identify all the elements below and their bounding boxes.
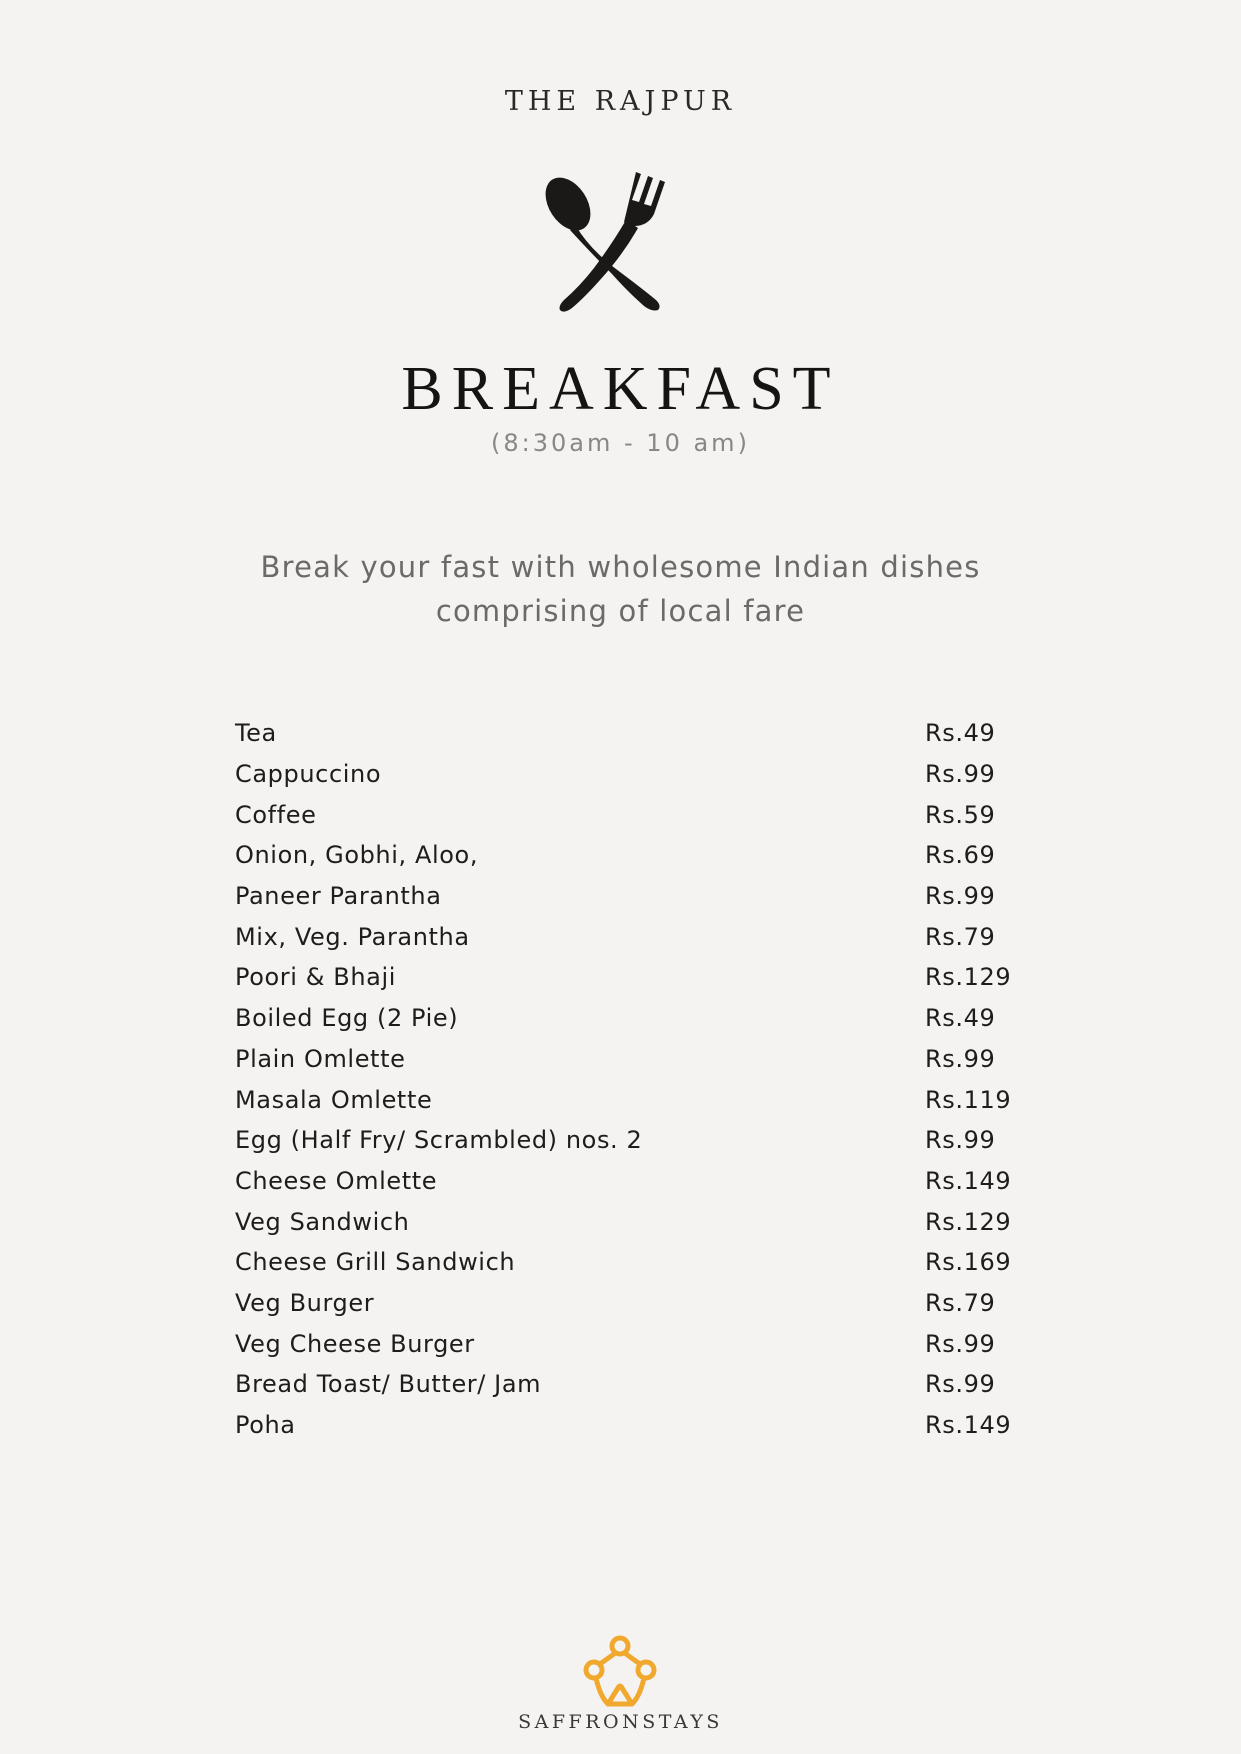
menu-item-name: Coffee (235, 800, 317, 829)
menu-item (235, 1405, 1025, 1446)
menu-item-price: Rs.119 (925, 1085, 1012, 1114)
menu-item-price: Rs.129 (925, 963, 1012, 992)
menu-item (235, 1201, 1025, 1242)
menu-item (235, 1283, 1025, 1324)
intro-text (0, 545, 1241, 633)
menu-item (235, 754, 1025, 795)
menu-item-name: Cappuccino (235, 760, 382, 789)
menu-item-price: Rs.99 (925, 1126, 996, 1155)
menu-item-name: Poori & Bhaji (235, 963, 397, 992)
menu-item-name: Bread Toast/ Butter/ Jam (235, 1370, 542, 1399)
menu-item-price: Rs.79 (925, 922, 996, 951)
menu-item-price: Rs.99 (925, 1370, 996, 1399)
menu-item (235, 835, 1025, 876)
serving-hours: (8:30am - 10 am) (491, 429, 750, 457)
menu-list (235, 713, 1025, 1445)
menu-item-price: Rs.69 (925, 841, 996, 870)
menu-item-name: Tea (235, 719, 277, 748)
menu-item (235, 876, 1025, 917)
brand-name: THE RAJPUR (504, 86, 737, 117)
menu-item-price: Rs.129 (925, 1207, 1012, 1236)
saffronstays-logo-icon (578, 1632, 662, 1716)
menu-item-name: Plain Omlette (235, 1044, 406, 1073)
menu-item-name: Poha (235, 1411, 296, 1440)
footer-brand: SAFFRONSTAYS (518, 1711, 723, 1733)
menu-item-name: Egg (Half Fry/ Scrambled) nos. 2 (235, 1126, 643, 1155)
menu-item (235, 1242, 1025, 1283)
menu-item-price: Rs.99 (925, 1044, 996, 1073)
menu-item (235, 1161, 1025, 1202)
intro-line: comprising of local fare (435, 594, 806, 628)
intro-line: Break your fast with wholesome Indian dishes (260, 550, 981, 584)
menu-item-name: Paneer Parantha (235, 882, 442, 911)
menu-item (235, 1364, 1025, 1405)
menu-item (235, 794, 1025, 835)
menu-item (235, 1323, 1025, 1364)
menu-item-name: Boiled Egg (2 Pie) (235, 1004, 459, 1033)
menu-item (235, 1039, 1025, 1080)
spoon-fork-icon (540, 160, 700, 320)
menu-item (235, 957, 1025, 998)
page-title: BREAKFAST (401, 355, 840, 423)
menu-item-name: Veg Sandwich (235, 1207, 410, 1236)
menu-item-name: Onion, Gobhi, Aloo, (235, 841, 479, 870)
menu-item-price: Rs.59 (925, 800, 996, 829)
menu-item-price: Rs.149 (925, 1411, 1012, 1440)
menu-item-price: Rs.99 (925, 1329, 996, 1358)
menu-item-price: Rs.99 (925, 760, 996, 789)
menu-item-price: Rs.169 (925, 1248, 1012, 1277)
menu-item-name: Veg Burger (235, 1288, 375, 1317)
menu-item-name: Veg Cheese Burger (235, 1329, 475, 1358)
menu-item-name: Mix, Veg. Parantha (235, 922, 470, 951)
menu-item-price: Rs.99 (925, 882, 996, 911)
menu-item (235, 1079, 1025, 1120)
menu-item-price: Rs.79 (925, 1288, 996, 1317)
menu-item (235, 1120, 1025, 1161)
menu-item (235, 713, 1025, 754)
menu-item-name: Cheese Omlette (235, 1166, 438, 1195)
menu-item-name: Cheese Grill Sandwich (235, 1248, 516, 1277)
menu-item-price: Rs.49 (925, 719, 996, 748)
menu-item (235, 998, 1025, 1039)
menu-item (235, 916, 1025, 957)
menu-item-price: Rs.49 (925, 1004, 996, 1033)
menu-item-price: Rs.149 (925, 1166, 1012, 1195)
menu-item-name: Masala Omlette (235, 1085, 433, 1114)
